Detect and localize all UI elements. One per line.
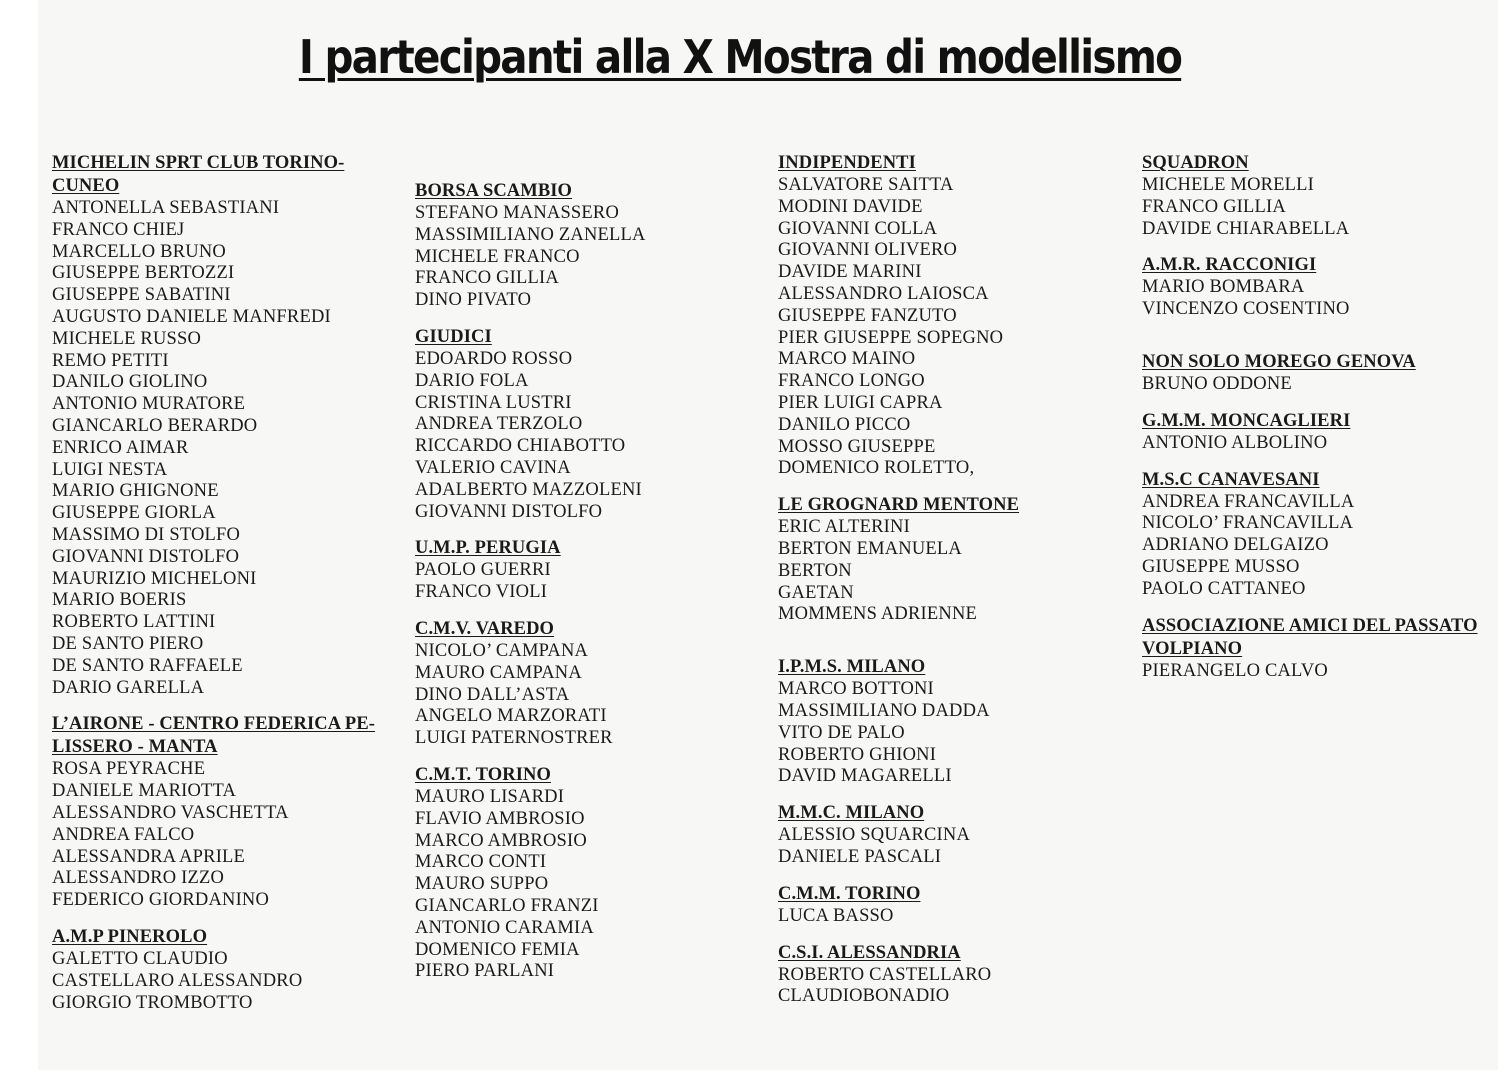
participant-name: GIUSEPPE BERTOZZI — [52, 263, 235, 284]
participant-name: ANTONIO ALBOLINO — [1142, 432, 1328, 453]
participant-name: MICHELE RUSSO — [52, 328, 202, 349]
club-heading: M.M.C. MILANO — [778, 803, 925, 824]
participant-name: NICOLO’ FRANCAVILLA — [1142, 513, 1354, 534]
club-group — [1142, 351, 1487, 396]
club-heading: INDIPENDENTI — [778, 153, 916, 173]
participant-name: MARIO BOERIS — [52, 590, 187, 611]
participant-name: ERIC ALTERINI — [778, 517, 910, 538]
participant-name: GIUSEPPE GIORLA — [52, 503, 216, 524]
column-3 — [778, 152, 1138, 1022]
participant-name: SALVATORE SAITTA — [778, 175, 954, 195]
club-heading: BORSA SCAMBIO — [415, 181, 573, 201]
participant-name: RICCARDO CHIABOTTO — [415, 436, 626, 457]
participant-name: ALESSANDRO IZZO — [52, 868, 225, 889]
participant-name: STEFANO MANASSERO — [415, 203, 620, 223]
club-group — [415, 326, 775, 523]
participant-name: CLAUDIOBONADIO — [778, 986, 950, 1007]
participant-name: ROSA PEYRACHE — [52, 759, 206, 780]
club-group — [778, 152, 1138, 480]
participant-name: PIER LUIGI CAPRA — [778, 392, 943, 413]
participant-name: FRANCO GILLIA — [1142, 196, 1286, 217]
participant-name: DE SANTO RAFFAELE — [52, 655, 243, 676]
participant-name: AUGUSTO DANIELE MANFREDI — [52, 306, 331, 327]
participant-name: PAOLO CATTANEO — [1142, 578, 1306, 599]
club-heading: CUNEO — [52, 176, 120, 196]
participant-name: MARCELLO BRUNO — [52, 241, 226, 262]
participant-name: FLAVIO AMBROSIO — [415, 808, 585, 829]
participant-name: GIOVANNI DISTOLFO — [415, 501, 603, 522]
participant-name: GIANCARLO FRANZI — [415, 895, 599, 916]
participant-name: GIOVANNI COLLA — [778, 218, 938, 239]
club-heading: LISSERO - MANTA — [52, 737, 218, 758]
participant-name: DARIO FOLA — [415, 370, 529, 391]
participant-name: ROBERTO LATTINI — [52, 612, 216, 633]
club-heading: A.M.R. RACCONIGI — [1142, 255, 1317, 276]
club-heading: M.S.C CANAVESANI — [1142, 469, 1320, 490]
participant-name: DOMENICO ROLETTO, — [778, 458, 975, 479]
participant-name: MARCO BOTTONI — [778, 679, 934, 700]
club-group — [778, 942, 1138, 1009]
participant-name: MODINI DAVIDE — [778, 196, 923, 217]
participant-name: MARCO CONTI — [415, 852, 547, 873]
participant-name: MICHELE FRANCO — [415, 246, 580, 267]
participant-name: ANGELO MARZORATI — [415, 706, 607, 727]
club-heading: MICHELIN SPRT CLUB TORINO- — [52, 153, 345, 173]
participant-name: REMO PETITI — [52, 350, 169, 371]
participant-name: ENRICO AIMAR — [52, 437, 189, 458]
club-heading: L’AIRONE - CENTRO FEDERICA PE- — [52, 714, 376, 735]
participant-name: NICOLO’ CAMPANA — [415, 640, 589, 661]
participant-name: ALESSANDRA APRILE — [52, 846, 246, 867]
participant-name: ANTONIO CARAMIA — [415, 917, 594, 938]
participant-name: DANIELE PASCALI — [778, 846, 942, 867]
participant-name: LUCA BASSO — [778, 905, 894, 926]
club-group — [1142, 615, 1487, 683]
column-1 — [52, 152, 412, 1028]
document-title-text: I partecipanti alla X Mostra di modellismo — [298, 30, 1182, 84]
participant-name: CASTELLARO ALESSANDRO — [52, 970, 303, 991]
participant-name: DINO DALL’ASTA — [415, 684, 570, 705]
participant-name: MARCO MAINO — [778, 349, 916, 370]
participant-name: CRISTINA LUSTRI — [415, 392, 572, 413]
participant-name: MOSSO GIUSEPPE — [778, 436, 936, 457]
participant-name: EDOARDO ROSSO — [415, 348, 573, 369]
column-4 — [1142, 152, 1487, 696]
participant-name: FRANCO GILLIA — [415, 268, 559, 289]
participant-name: DAVIDE MARINI — [778, 262, 922, 283]
participant-name: ANTONELLA SEBASTIANI — [52, 198, 280, 218]
club-group — [778, 656, 1138, 788]
participant-name: GIUSEPPE SABATINI — [52, 285, 231, 306]
participant-name: DAVIDE CHIARABELLA — [1142, 218, 1350, 239]
participant-name: ANDREA FRANCAVILLA — [1142, 491, 1355, 512]
club-group — [1142, 254, 1487, 321]
club-heading: SQUADRON — [1142, 153, 1249, 173]
participant-name: MARIO BOMBARA — [1142, 277, 1305, 298]
participant-name: PIER GIUSEPPE SOPEGNO — [778, 327, 1004, 348]
participant-name: FRANCO LONGO — [778, 371, 925, 392]
participant-name: GIUSEPPE MUSSO — [1142, 556, 1300, 577]
participant-name: PIERANGELO CALVO — [1142, 660, 1328, 681]
column-2 — [415, 180, 775, 997]
club-group — [415, 180, 775, 312]
club-group — [778, 494, 1138, 626]
participant-name: ANDREA FALCO — [52, 824, 195, 845]
participant-name: GALETTO CLAUDIO — [52, 948, 228, 969]
participant-name: ALESSIO SQUARCINA — [778, 825, 971, 846]
club-group — [778, 883, 1138, 928]
participant-name: DINO PIVATO — [415, 290, 532, 311]
participant-name: ADALBERTO MAZZOLENI — [415, 479, 642, 500]
participant-name: ROBERTO CASTELLARO — [778, 964, 992, 985]
participant-name: DANILO GIOLINO — [52, 372, 208, 393]
club-group — [778, 802, 1138, 869]
club-group — [1142, 410, 1487, 455]
participant-name: DOMENICO FEMIA — [415, 939, 580, 960]
participant-name: ADRIANO DELGAIZO — [1142, 535, 1329, 556]
participant-name: MAURO CAMPANA — [415, 662, 582, 683]
participant-name: GIOVANNI OLIVERO — [778, 240, 958, 261]
club-heading: G.M.M. MONCAGLIERI — [1142, 410, 1351, 431]
participant-name: GIANCARLO BERARDO — [52, 415, 258, 436]
participant-name: MARCO AMBROSIO — [415, 830, 587, 851]
participant-name: MAURIZIO MICHELONI — [52, 568, 257, 589]
participant-name: VALERIO CAVINA — [415, 457, 571, 478]
participant-name: BERTON EMANUELA — [778, 538, 962, 559]
participant-name: GIUSEPPE FANZUTO — [778, 305, 957, 326]
club-heading: A.M.P PINEROLO — [52, 926, 208, 947]
participant-name: MICHELE MORELLI — [1142, 175, 1315, 195]
participant-name: MASSIMILIANO DADDA — [778, 700, 990, 721]
participant-name: DAVID MAGARELLI — [778, 766, 952, 787]
club-group — [415, 537, 775, 604]
club-heading: C.S.I. ALESSANDRIA — [778, 942, 961, 963]
document-title — [89, 30, 1391, 84]
participant-name: GIORGIO TROMBOTTO — [52, 992, 253, 1013]
club-group — [52, 152, 412, 699]
club-heading: VOLPIANO — [1142, 638, 1243, 659]
club-group — [1142, 469, 1487, 601]
club-heading: C.M.M. TORINO — [778, 883, 921, 904]
participant-name: FRANCO CHIEJ — [52, 219, 185, 240]
participant-name: MARIO GHIGNONE — [52, 481, 219, 502]
participant-name: LUIGI NESTA — [52, 459, 168, 480]
participant-name: FEDERICO GIORDANINO — [52, 890, 270, 911]
participant-name: DE SANTO PIERO — [52, 633, 204, 654]
participant-name: MAURO SUPPO — [415, 874, 549, 895]
participant-name: MASSIMO DI STOLFO — [52, 524, 241, 545]
participant-name: ALESSANDRO VASCHETTA — [52, 802, 289, 823]
club-group — [52, 926, 412, 1014]
participant-name: VINCENZO COSENTINO — [1142, 299, 1350, 320]
club-heading: NON SOLO MOREGO GENOVA — [1142, 351, 1416, 372]
club-heading: ASSOCIAZIONE AMICI DEL PASSATO — [1142, 615, 1478, 636]
club-heading: GIUDICI — [415, 326, 492, 347]
participant-name: BERTON — [778, 560, 852, 581]
participant-name: ANDREA TERZOLO — [415, 414, 583, 435]
participant-name: ANTONIO MURATORE — [52, 394, 246, 415]
participant-name: PIERO PARLANI — [415, 961, 555, 982]
participant-name: DANILO PICCO — [778, 414, 911, 435]
participant-name: MOMMENS ADRIENNE — [778, 604, 978, 625]
participant-name: GIOVANNI DISTOLFO — [52, 546, 240, 567]
club-heading: LE GROGNARD MENTONE — [778, 495, 1020, 516]
participant-name: GAETAN — [778, 582, 854, 603]
participant-name: LUIGI PATERNOSTRER — [415, 728, 613, 749]
participant-name: VITO DE PALO — [778, 722, 905, 743]
participant-name: MASSIMILIANO ZANELLA — [415, 224, 646, 245]
club-group — [415, 764, 775, 983]
club-heading: C.M.V. VAREDO — [415, 618, 555, 639]
participant-name: DARIO GARELLA — [52, 677, 205, 698]
participant-name: ALESSANDRO LAIOSCA — [778, 283, 989, 304]
club-heading: U.M.P. PERUGIA — [415, 538, 561, 559]
participant-name: MAURO LISARDI — [415, 786, 565, 807]
club-group — [1142, 152, 1487, 240]
participant-name: ROBERTO GHIONI — [778, 744, 937, 765]
club-heading: I.P.M.S. MILANO — [778, 657, 926, 678]
participant-name: DANIELE MARIOTTA — [52, 781, 237, 802]
participant-name: FRANCO VIOLI — [415, 582, 548, 603]
club-group — [415, 618, 775, 750]
club-heading: C.M.T. TORINO — [415, 764, 551, 785]
club-group — [52, 713, 412, 912]
participant-name: PAOLO GUERRI — [415, 560, 551, 581]
participant-name: BRUNO ODDONE — [1142, 373, 1292, 394]
